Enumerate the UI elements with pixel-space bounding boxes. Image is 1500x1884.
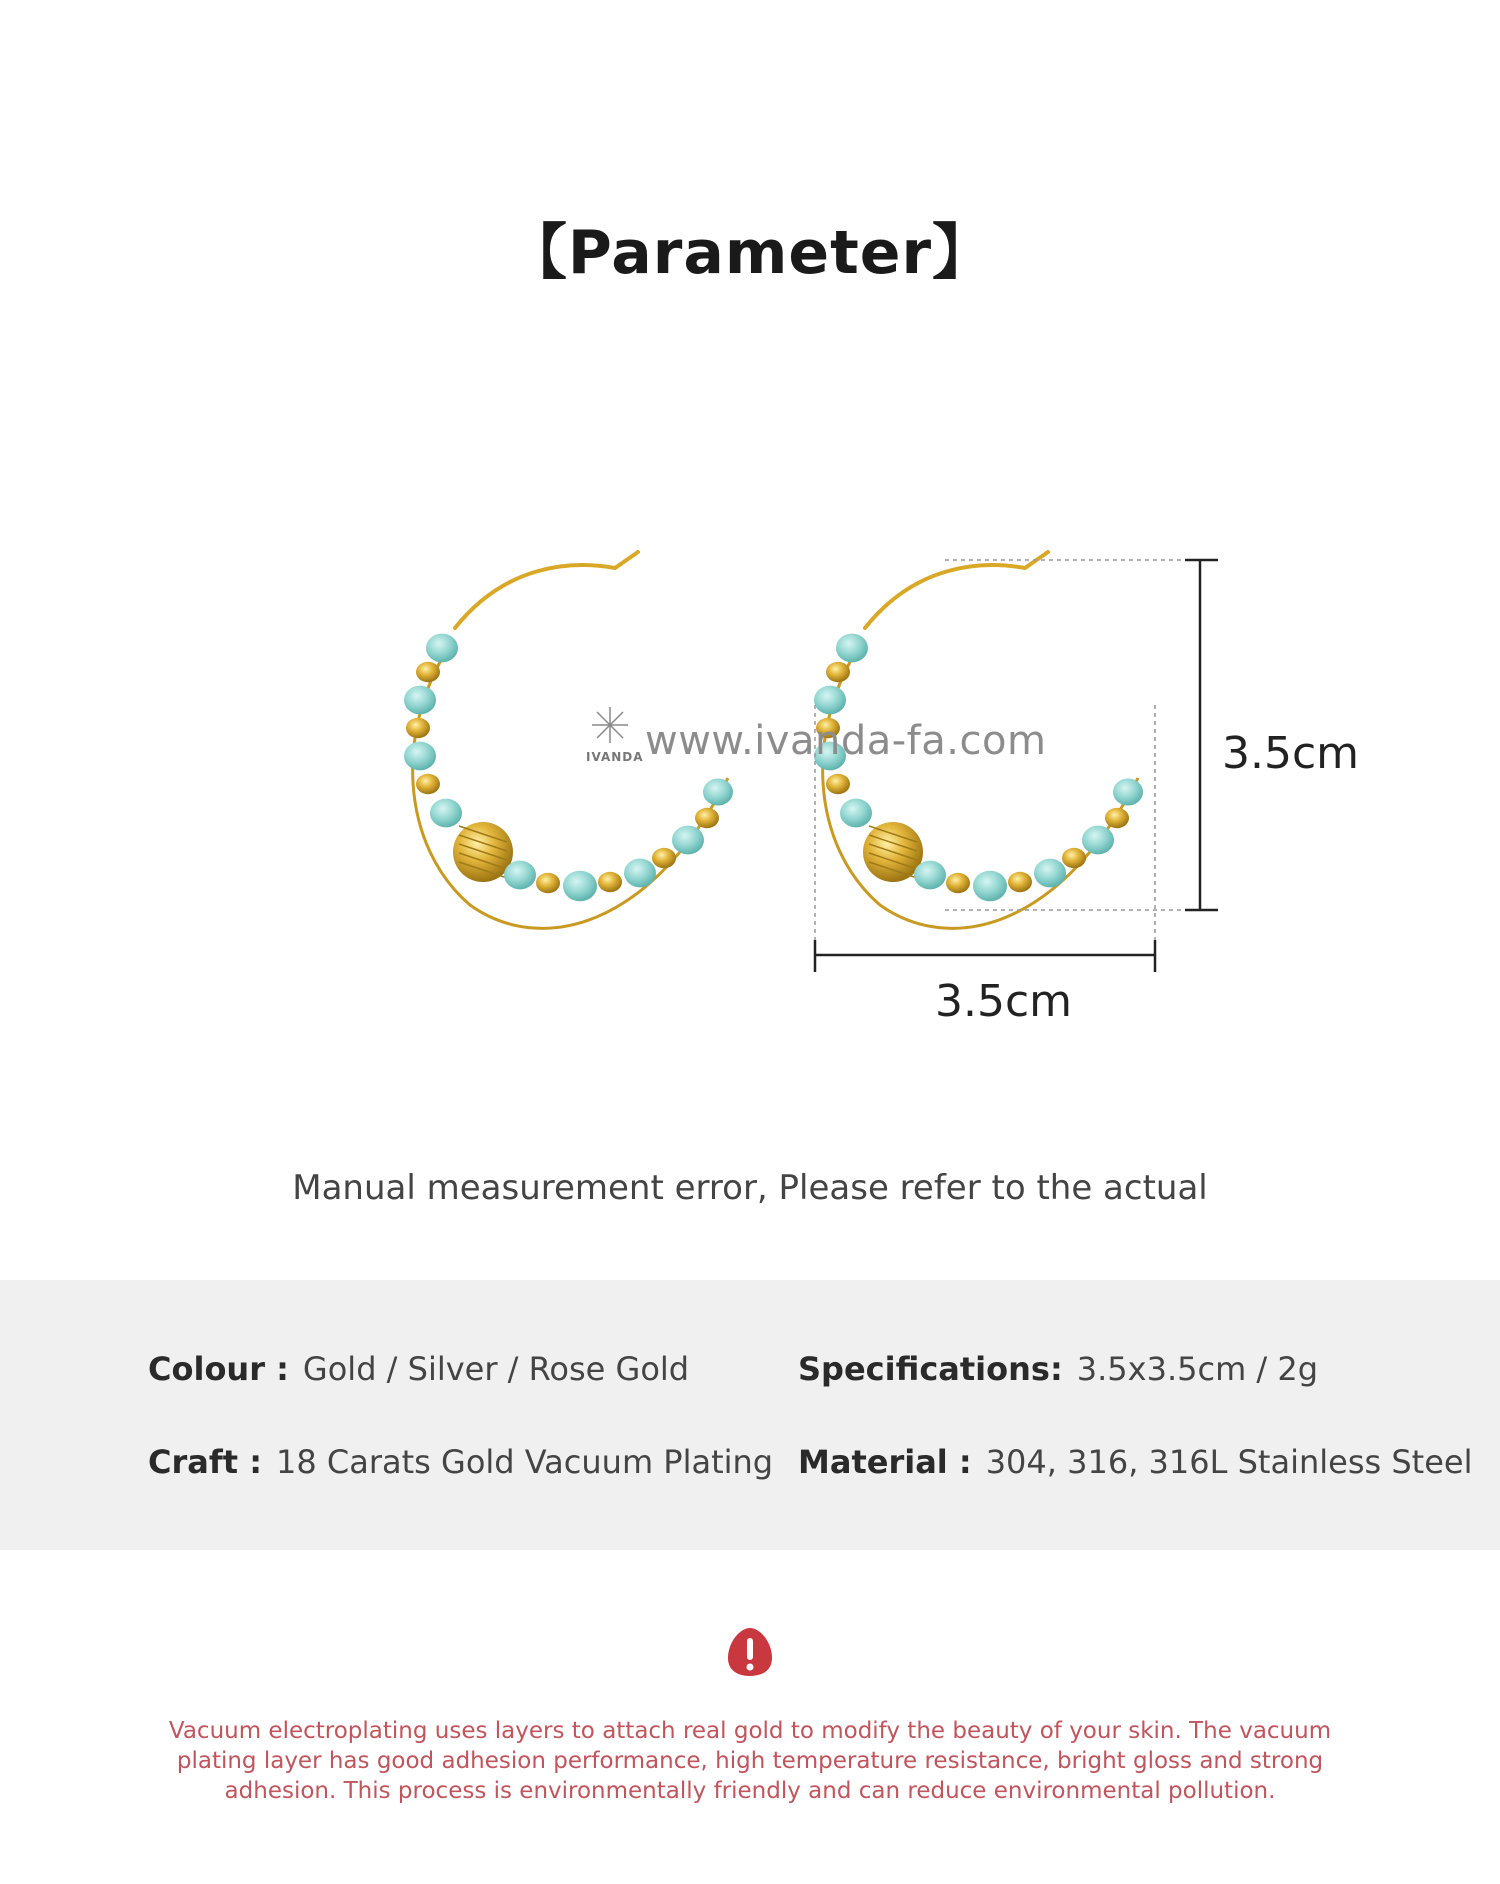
- spec-material-label: Material :: [798, 1443, 972, 1481]
- specs-panel: [0, 1280, 1500, 1550]
- width-dimension-label: 3.5cm: [935, 976, 1073, 1027]
- spec-colour: [148, 1350, 689, 1388]
- watermark-brand: IVANDA: [586, 750, 644, 764]
- spec-material-value: 304, 316, 316L Stainless Steel: [985, 1443, 1473, 1481]
- product-figure: [0, 500, 1500, 1060]
- dimension-lines: [815, 560, 1218, 972]
- spec-specifications: [798, 1350, 1318, 1388]
- measurement-note: Manual measurement error, Please refer to the actual: [292, 1168, 1208, 1208]
- height-dimension-label: 3.5cm: [1222, 728, 1360, 779]
- earrings-illustration: [0, 500, 1500, 1060]
- spec-craft: [148, 1443, 773, 1481]
- watermark-url: www.ivanda-fa.com: [645, 718, 1047, 764]
- spec-colour-label: Colour :: [148, 1350, 289, 1388]
- spec-craft-label: Craft :: [148, 1443, 263, 1481]
- spec-specifications-label: Specifications:: [798, 1350, 1063, 1388]
- page-title: 【Parameter】: [506, 218, 994, 288]
- exclamation-icon: [726, 1626, 774, 1678]
- spec-colour-value: Gold / Silver / Rose Gold: [302, 1350, 690, 1388]
- spec-craft-value: 18 Carats Gold Vacuum Plating: [276, 1443, 774, 1481]
- spec-material: [798, 1443, 1472, 1481]
- plating-warning-text: Vacuum electroplating uses layers to attach real gold to modify the beauty of your skin. The vacuum plating layer has good adhesion performance, high temperature resistance, bright gloss and strong adhesion. This process is environmentally friendly and can reduce environmental pollution.: [168, 1718, 1332, 1804]
- spec-specifications-value: 3.5x3.5cm / 2g: [1076, 1350, 1319, 1388]
- ivanda-logo-icon: [590, 705, 630, 747]
